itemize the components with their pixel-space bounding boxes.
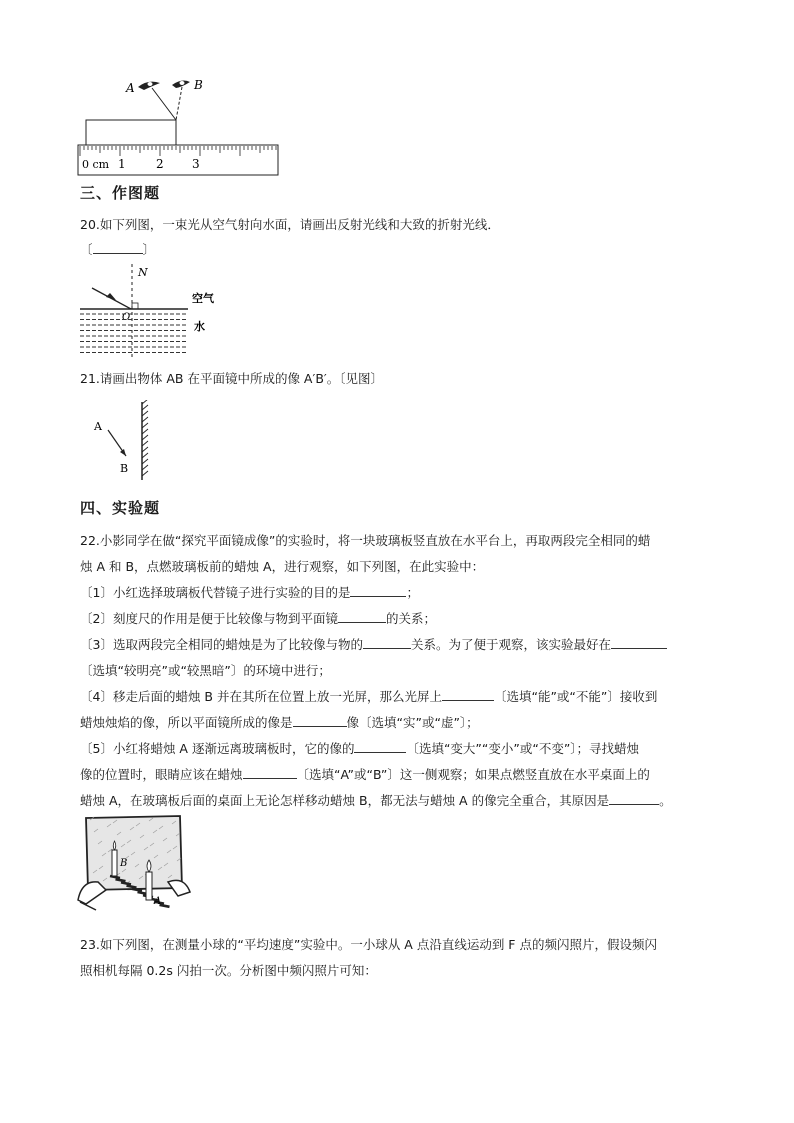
q22-sub-5-cont <box>80 762 720 788</box>
candle-b-label: B <box>120 858 128 869</box>
air-label: 空气 <box>192 292 214 305</box>
q22-s5-cont-mid: 〔选填“A”或“B”〕这一侧观察；如果点燃竖直放在水平桌面上的 <box>296 767 650 782</box>
object-arrow-icon <box>120 449 126 456</box>
ruler-label-2: 2 <box>156 157 164 171</box>
q22-line-2: 烛 A 和 B，点燃玻璃板前的蜡烛 A，进行观察，如下列图，在此实验中： <box>80 559 485 574</box>
q22-s2-end: 的关系； <box>385 611 436 626</box>
object-label-b: B <box>120 462 129 475</box>
q22-blank-5[interactable] <box>442 686 494 701</box>
q22-blank-7[interactable] <box>354 738 406 753</box>
glass-plate <box>86 816 182 890</box>
q20-text: 20.如下列图，一束光从空气射向水面，请画出反射光线和大致的折射光线． <box>80 217 500 232</box>
ruler-label-3: 3 <box>192 157 200 171</box>
q22-sub-4-cont <box>80 710 720 736</box>
q22-s3-text: 〔3〕选取两段完全相同的蜡烛是为了比较像与物的 <box>80 637 363 652</box>
q22-s5-end-text: 蜡烛 A，在玻璃板后面的桌面上无论怎样移动蜡烛 B，都无法与蜡烛 A 的像完全重合，其原因是 <box>80 793 610 808</box>
q22-blank-8[interactable] <box>243 764 297 779</box>
eye-a-icon <box>138 82 160 90</box>
q20-refraction-figure <box>76 262 226 360</box>
q22-s5-text: 〔5〕小红将蜡烛 A 逐渐远离玻璃板时，它的像的 <box>80 741 355 756</box>
q21-text: 21.请画出物体 AB 在平面镜中所成的像 A′B′。〔见图〕 <box>80 371 383 386</box>
section-title-drawing: 三、作图题 <box>80 184 161 202</box>
q22-s4-mid: 〔选填“能”或“不能”〕接收到 <box>493 689 658 704</box>
mirror-hatch <box>142 400 148 476</box>
q22-line-1: 22.小影同学在做“探究平面镜成像”的实验时，将一块玻璃板竖直放在水平台上，再取两段完全相同的蜡 <box>80 533 651 548</box>
q22-blank-3[interactable] <box>363 634 411 649</box>
sight-line-b <box>176 87 182 120</box>
q22-sub-3-cont: 〔选填“较明亮”或“较黑暗”〕的环境中进行； <box>80 663 331 678</box>
q22-sub-5 <box>80 736 720 762</box>
q22-blank-2[interactable] <box>338 608 386 623</box>
q20-bracket-open: 〔 <box>80 242 93 257</box>
glass-stand-left <box>78 882 106 910</box>
origin-label: O <box>122 312 131 323</box>
ruler-label-1: 1 <box>118 157 126 171</box>
q22-s2-text: 〔2〕刻度尺的作用是便于比较像与物到平面镜 <box>80 611 338 626</box>
q20-answer-blank[interactable] <box>93 239 143 254</box>
q22-blank-9[interactable] <box>609 790 659 805</box>
q22-blank-6[interactable] <box>293 712 347 727</box>
sight-line-a <box>152 88 176 120</box>
candle-a-icon <box>146 860 152 900</box>
candle-a-label: A <box>154 896 162 907</box>
water-label: 水 <box>194 320 205 333</box>
q22-blank-1[interactable] <box>350 582 406 597</box>
water-surface-lines <box>80 309 188 353</box>
ruler-label-0: 0 cm <box>82 158 110 171</box>
q22-s1-end: ； <box>406 585 419 600</box>
q22-sub-3 <box>80 632 720 658</box>
q22-s4-text: 〔4〕移走后面的蜡烛 B 并在其所在位置上放一光屏，那么光屏上 <box>80 689 442 704</box>
q20-bracket-close: 〕 <box>142 242 156 257</box>
q22-s3-mid: 关系。为了便于观察，该实验最好在 <box>410 637 611 652</box>
q21-mirror-figure <box>86 400 166 484</box>
object-label-a: A <box>94 420 102 433</box>
section-title-experiment: 四、实验题 <box>80 499 161 517</box>
q20-answer-line <box>80 237 720 263</box>
q23-line-2: 照相机每隔 0.2s 闪拍一次。分析图中频闪照片可知： <box>80 963 377 978</box>
q22-glass-candle-figure <box>72 810 202 922</box>
q22-s5-cont-text: 像的位置时，眼睛应该在蜡烛 <box>80 767 243 782</box>
q22-s5-end-mark: 。 <box>659 793 672 808</box>
q22-sub-2 <box>80 606 720 632</box>
q23-line-1: 23.如下列图，在测量小球的“平均速度”实验中。一小球从 A 点沿直线运动到 F 点的频闪照片，假设频闪 <box>80 937 657 952</box>
q22-sub-4 <box>80 684 720 710</box>
q22-s4-end: 像〔选填“实”或“虚”〕； <box>346 715 479 730</box>
right-angle-mark <box>132 303 138 309</box>
q22-s4-cont-text: 蜡烛烛焰的像，所以平面镜所成的像是 <box>80 715 293 730</box>
eye-label-b: B <box>194 78 203 92</box>
q22-sub-1 <box>80 580 720 606</box>
q22-s1-text: 〔1〕小红选择玻璃板代替镜子进行实验的目的是 <box>80 585 351 600</box>
q22-s5-mid: 〔选填“变大”“变小”或“不变”〕；寻找蜡烛 <box>406 741 640 756</box>
q22-blank-4[interactable] <box>611 634 667 649</box>
eye-b-icon <box>172 81 190 88</box>
glass-block <box>86 120 176 145</box>
normal-label: N <box>138 266 148 279</box>
eye-label-a: A <box>126 81 135 95</box>
ruler-figure <box>76 68 286 180</box>
